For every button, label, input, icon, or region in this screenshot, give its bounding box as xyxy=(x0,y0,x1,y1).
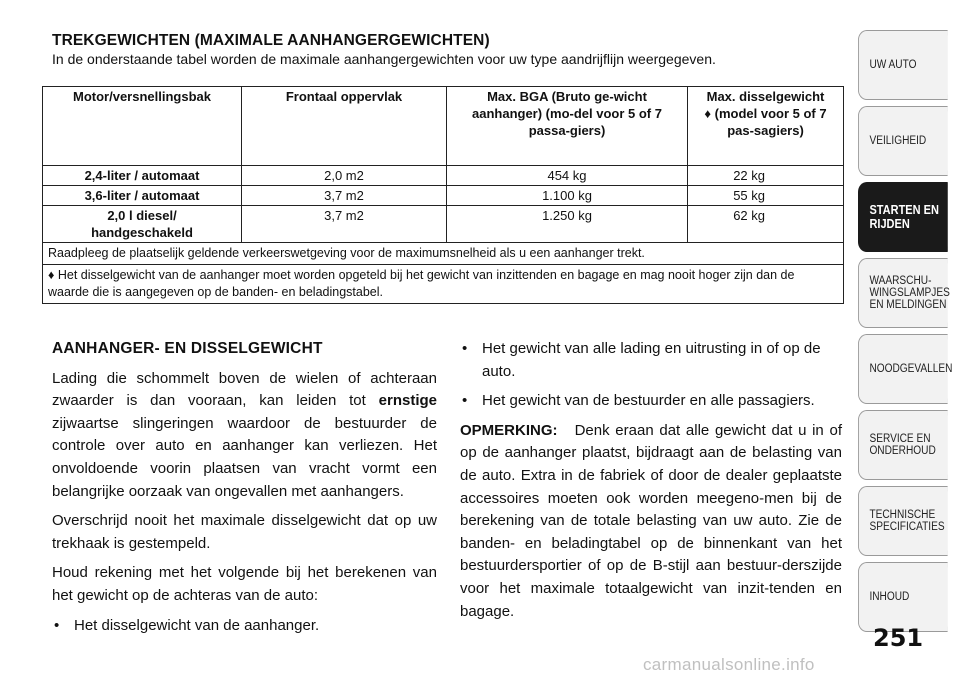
tab-veiligheid[interactable]: VEILIGHEID xyxy=(858,106,948,176)
header-max-gtw: Max. BGA (Bruto ge-wicht aanhanger) (mo-del voor 5 of 7 passa-giers) xyxy=(447,87,688,166)
list-item: • Het gewicht van alle lading en uitrusting in of op de auto. xyxy=(460,338,842,383)
list-item: • Het disselgewicht van de aanhanger. xyxy=(52,615,437,638)
list-item: • Het gewicht van de bestuurder en alle passagiers. xyxy=(460,390,842,413)
note-label: OPMERKING: xyxy=(460,421,558,439)
tab-waarschuwingslampjes[interactable]: WAARSCHU- WINGSLAMPJES EN MELDINGEN xyxy=(858,258,948,328)
note-paragraph: OPMERKING: Denk eraan dat alle gewicht dat u in of op de aanhanger plaatst, bijdraagt aan de belasting van de auto. Extra in de fabriek of door de dealer geplaatste accessoires moeten ook worden meegeno-men bij de berekening van de totale belasting van uw auto. Zie de banden- en beladingtabel op de binnenkant van het bestuurdersportier of op de B-stijl aan bestuur-derszijde voor het maximale totaalgewicht van inzit-tenden en bagage. xyxy=(460,421,842,620)
section-title: TREKGEWICHTEN (MAXIMALE AANHANGERGEWICHTEN) xyxy=(52,32,490,49)
cell-bga: 1.250 kg xyxy=(447,206,688,243)
cell-bga: 454 kg xyxy=(447,166,688,186)
table-row xyxy=(43,206,844,243)
paragraph-max-tongue: Overschrijd nooit het maximale disselgewicht dat op uw trekhaak is gestempeld. xyxy=(52,512,437,552)
bullet-icon: • xyxy=(54,616,60,634)
towing-weight-table xyxy=(42,86,844,304)
header-frontal-area: Frontaal oppervlak xyxy=(242,87,447,166)
cell-tongue: 22 kg xyxy=(688,166,844,186)
cell-tongue: 62 kg xyxy=(688,206,844,243)
cell-area: 3,7 m2 xyxy=(242,186,447,206)
bullet-icon: • xyxy=(462,392,468,410)
tab-noodgevallen[interactable]: NOODGEVALLEN xyxy=(858,334,948,404)
cell-engine: 3,6-liter / automaat xyxy=(43,186,242,206)
tab-technische-specificaties[interactable]: TECHNISCHE SPECIFICATIES xyxy=(858,486,948,556)
table-header-row xyxy=(43,87,844,166)
cell-area: 2,0 m2 xyxy=(242,166,447,186)
right-column xyxy=(460,338,842,630)
paragraph-sway: Lading die schommelt boven de wielen of achteraan zwaarder is dan vooraan, kan leiden tot ernstige zijwaartse slingeringen waardoor de bestuurder de controle over auto en aanhanger kan verliezen. Het onvoldoende voorin plaatsen van vracht vormt een belangrijke oorzaak van ongevallen met aanhangers. xyxy=(52,369,437,500)
tab-inhoud[interactable]: INHOUD xyxy=(858,562,948,632)
intro-text: In de onderstaande tabel worden de maximale aanhangergewichten voor uw type aandrijflijn weergegeven. xyxy=(52,51,716,67)
subsection-heading: AANHANGER- EN DISSELGEWICHT xyxy=(52,340,323,357)
chapter-tabs xyxy=(858,30,960,638)
cell-engine: 2,4-liter / automaat xyxy=(43,166,242,186)
table-row xyxy=(43,166,844,186)
table-note-tongue: ♦ Het disselgewicht van de aanhanger moet worden opgeteld bij het gewicht van inzittenden en bagage en mag nooit hoger zijn dan de waarde die is aangegeven op de banden- en beladingstabel. xyxy=(43,265,844,304)
tab-service-en-onderhoud[interactable]: SERVICE EN ONDERHOUD xyxy=(858,410,948,480)
table-note-row xyxy=(43,243,844,265)
table-row xyxy=(43,186,844,206)
cell-bga: 1.100 kg xyxy=(447,186,688,206)
paragraph-rear-axle: Houd rekening met het volgende bij het berekenen van het gewicht op de achteras van de auto: xyxy=(52,564,437,604)
cell-engine: 2,0 l diesel/ handgeschakeld xyxy=(43,206,242,243)
cell-area: 3,7 m2 xyxy=(242,206,447,243)
header-max-tongue: Max. disselgewicht ♦ (model voor 5 of 7 pas-sagiers) xyxy=(688,87,844,166)
table-note-speed: Raadpleeg de plaatselijk geldende verkeerswetgeving voor de maximumsnelheid als u een aanhanger trekt. xyxy=(43,243,844,265)
cell-tongue: 55 kg xyxy=(688,186,844,206)
header-engine: Motor/versnellingsbak xyxy=(43,87,242,166)
page-number: 251 xyxy=(873,624,924,652)
watermark-text: carmanualsonline.info xyxy=(643,655,815,674)
tab-uw-auto[interactable]: UW AUTO xyxy=(858,30,948,100)
table-note-row xyxy=(43,265,844,304)
left-column xyxy=(52,338,437,644)
bullet-icon: • xyxy=(462,340,468,357)
tab-starten-en-rijden[interactable]: STARTEN EN RIJDEN xyxy=(858,182,948,252)
